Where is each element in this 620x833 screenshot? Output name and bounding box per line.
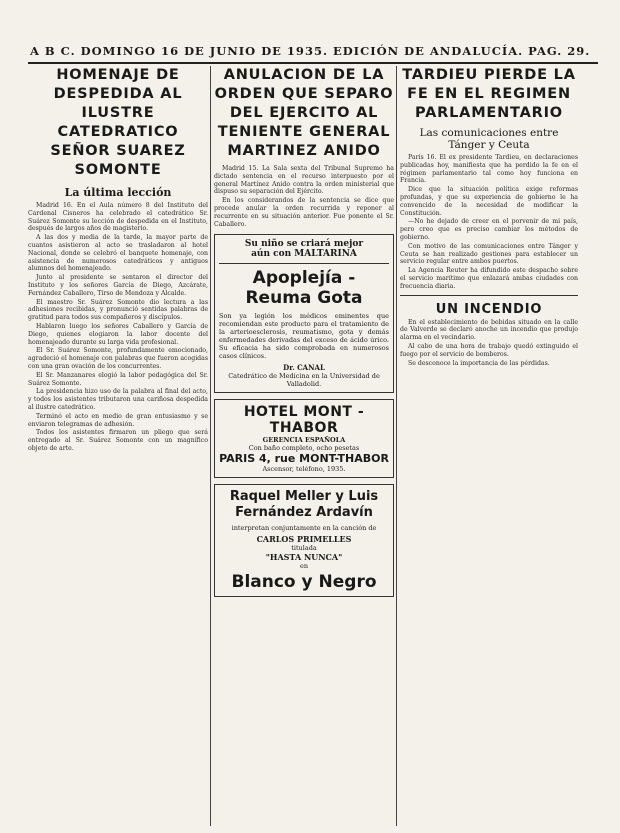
ad-signature: Dr. CANAL: [283, 363, 325, 373]
paragraph: Hablaron luego los señores Caballero y García de Diego, quienes elogiaron la labor docente del homenajeado durante su larga vida profesional.: [28, 322, 208, 346]
article-subtitle: Las comunicaciones entre Tánger y Ceuta: [419, 127, 559, 151]
paragraph: En los considerandos de la sentencia se dice que procede anular la orden recurrida y reponer al recurrente en su situación anterior. Fue ponente el Sr. Caballero.: [214, 197, 394, 228]
paragraph: A las dos y media de la tarde, la mayor parte de cuantos asistieron al acto se trasladaron al hotel Nacional, donde se celebró el banquete homenaje, con asistencia de numerosos catedráticos y antiguos alumnos del homenajeado.: [28, 234, 208, 273]
hotel-gerencia: GERENCIA ESPAÑOLA: [262, 436, 346, 445]
ad-line: Su niño se criará mejor: [244, 239, 364, 250]
ad-body: Son ya legión los médicos eminentes que recomiendan este producto para el tratamiento de la arterioesclerosis, reumatismo, gota y demás enfermedades derivadas del exceso de ácido úrico. Su eficacia ha sido comprobada en numerosos casos clínicos.: [219, 312, 389, 361]
paragraph: Con motivo de las comunicaciones entre Tánger y Ceuta se han realizado gestiones para establecer un servicio regular entre ambos puertos.: [400, 242, 578, 266]
ad-title: Apoplejía - Reuma Gota: [245, 268, 363, 309]
paragraph: El Sr. Manzanares elogió la labor pedagógica del Sr. Suárez Somonte.: [28, 371, 208, 387]
paragraph: —No he dejado de creer en el porvenir de mi país, pero creo que es preciso cambiar los métodos de gobierno.: [400, 218, 578, 241]
ad-desc: interpretan conjuntamente en la canción de: [231, 524, 377, 533]
paragraph: Se desconoce la importancia de las pérdidas.: [408, 359, 550, 367]
hotel-info: Con baño completo, ocho pesetas: [248, 444, 360, 453]
ad-en: en: [299, 562, 309, 571]
column-tardieu: [400, 66, 578, 826]
header-rule: [28, 62, 598, 64]
paragraph: París 16. El ex presidente Tardieu, en declaraciones publicadas hoy, manifiesta que ha perdido la fe en el régimen parlamentario tal como hoy funciona en Francia.: [400, 154, 578, 185]
paragraph: Madrid 16. En el Aula número 8 del Instituto del Cardenal Cisneros ha celebrado el catedrático Sr. Suárez Somonte su lección de despedida en el Instituto, después de largos años de magisterio.: [28, 202, 208, 233]
ad-divider: [219, 263, 389, 264]
paragraph: En el establecimiento de bebidas situado en la calle de Valverde se declaró anoche un incendio que produjo alarma en el vecindario.: [400, 318, 578, 342]
column-divider: [210, 66, 211, 826]
article-title: ANULACION DE LA ORDEN QUE SEPARO DEL EJERCITO AL TENIENTE GENERAL MARTINEZ ANIDO: [214, 67, 394, 159]
ad-titulada: titulada: [291, 544, 317, 553]
paragraph: Dice que la situación política exige reformas profundas, y que su experiencia de gobierno le ha convencido de la necesidad de modificar la Constitución.: [400, 186, 578, 217]
paragraph: Terminó el acto en medio de gran entusiasmo y se enviaron telegramas de adhesión.: [28, 412, 208, 428]
article-title: HOMENAJE DE DESPEDIDA AL ILUSTRE CATEDRATICO SEÑOR SUAREZ SOMONTE: [50, 67, 186, 178]
article-body: [28, 202, 208, 453]
hotel-address: PARIS 4, rue MONT-THABOR: [219, 452, 389, 466]
hotel-name: HOTEL MONT - THABOR: [243, 404, 365, 437]
hotel-extra: Ascensor, teléfono, 1935.: [262, 465, 346, 474]
column-homenaje: [28, 66, 208, 826]
article-title: TARDIEU PIERDE LA FE EN EL REGIMEN PARLAMENTARIO: [402, 67, 576, 121]
ad-footer: Catedrático de Medicina en la Universidad de Valladolid.: [228, 372, 380, 389]
paragraph: Madrid 15. La Sala sexta del Tribunal Supremo ha dictado sentencia en el recurso interpuesto por el general Martínez Anido contra la orden ministerial que dispuso su separación del Ejército.: [214, 165, 394, 196]
section-divider: [400, 295, 578, 296]
ad-line: aún con MALTARINA: [251, 249, 357, 260]
incendio-title: UN INCENDIO: [435, 301, 543, 317]
ad-song: "HASTA NUNCA": [265, 552, 343, 563]
page-header: A B C. DOMINGO 16 DE JUNIO DE 1935. EDICIÓN DE ANDALUCÍA. PAG. 29.: [30, 44, 591, 58]
paragraph: La Agencia Reuter ha difundido este despacho sobre el servicio marítimo que enlazará ambas ciudades con frecuencia diaria.: [400, 267, 578, 290]
ad-author: CARLOS PRIMELLES: [256, 534, 352, 545]
paragraph: La presidencia hizo uso de la palabra al final del acto, y todos los asistentes tributaron una cariñosa despedida al ilustre catedrático.: [28, 388, 208, 411]
advertisement-blanco-negro: [214, 484, 394, 597]
advertisement-maltarina: [214, 234, 394, 393]
paragraph: El Sr. Suárez Somonte, profundamente emocionado, agradeció el homenaje con palabras que fueron acogidas con una gran ovación de los concurrentes.: [28, 347, 208, 370]
article-subtitle: La última lección: [64, 186, 172, 199]
paragraph: Todos los asistentes firmaron un pliego que será entregado al Sr. Suárez Somonte con un magnífico objeto de arte.: [28, 429, 208, 452]
paragraph: Junto al presidente se sentaron el director del Instituto y los señores García de Diego, Azcárate, Fernández Caballero, Tirso de Mendoza y Alcalde.: [28, 274, 208, 297]
ad-names: Raquel Meller y Luis Fernández Ardavín: [229, 489, 379, 521]
paragraph: El maestro Sr. Suárez Somonte dio lectura a las adhesiones recibidas, y pronunció sentidas palabras de gratitud para todos sus compañeros y discípulos.: [28, 298, 208, 322]
column-anulacion: [214, 66, 394, 826]
paragraph: Al cabo de una hora de trabajo quedó extinguido el fuego por el servicio de bomberos.: [400, 342, 578, 358]
ad-magazine: Blanco y Negro: [231, 572, 377, 593]
advertisement-hotel: [214, 399, 394, 478]
column-divider: [396, 66, 397, 826]
